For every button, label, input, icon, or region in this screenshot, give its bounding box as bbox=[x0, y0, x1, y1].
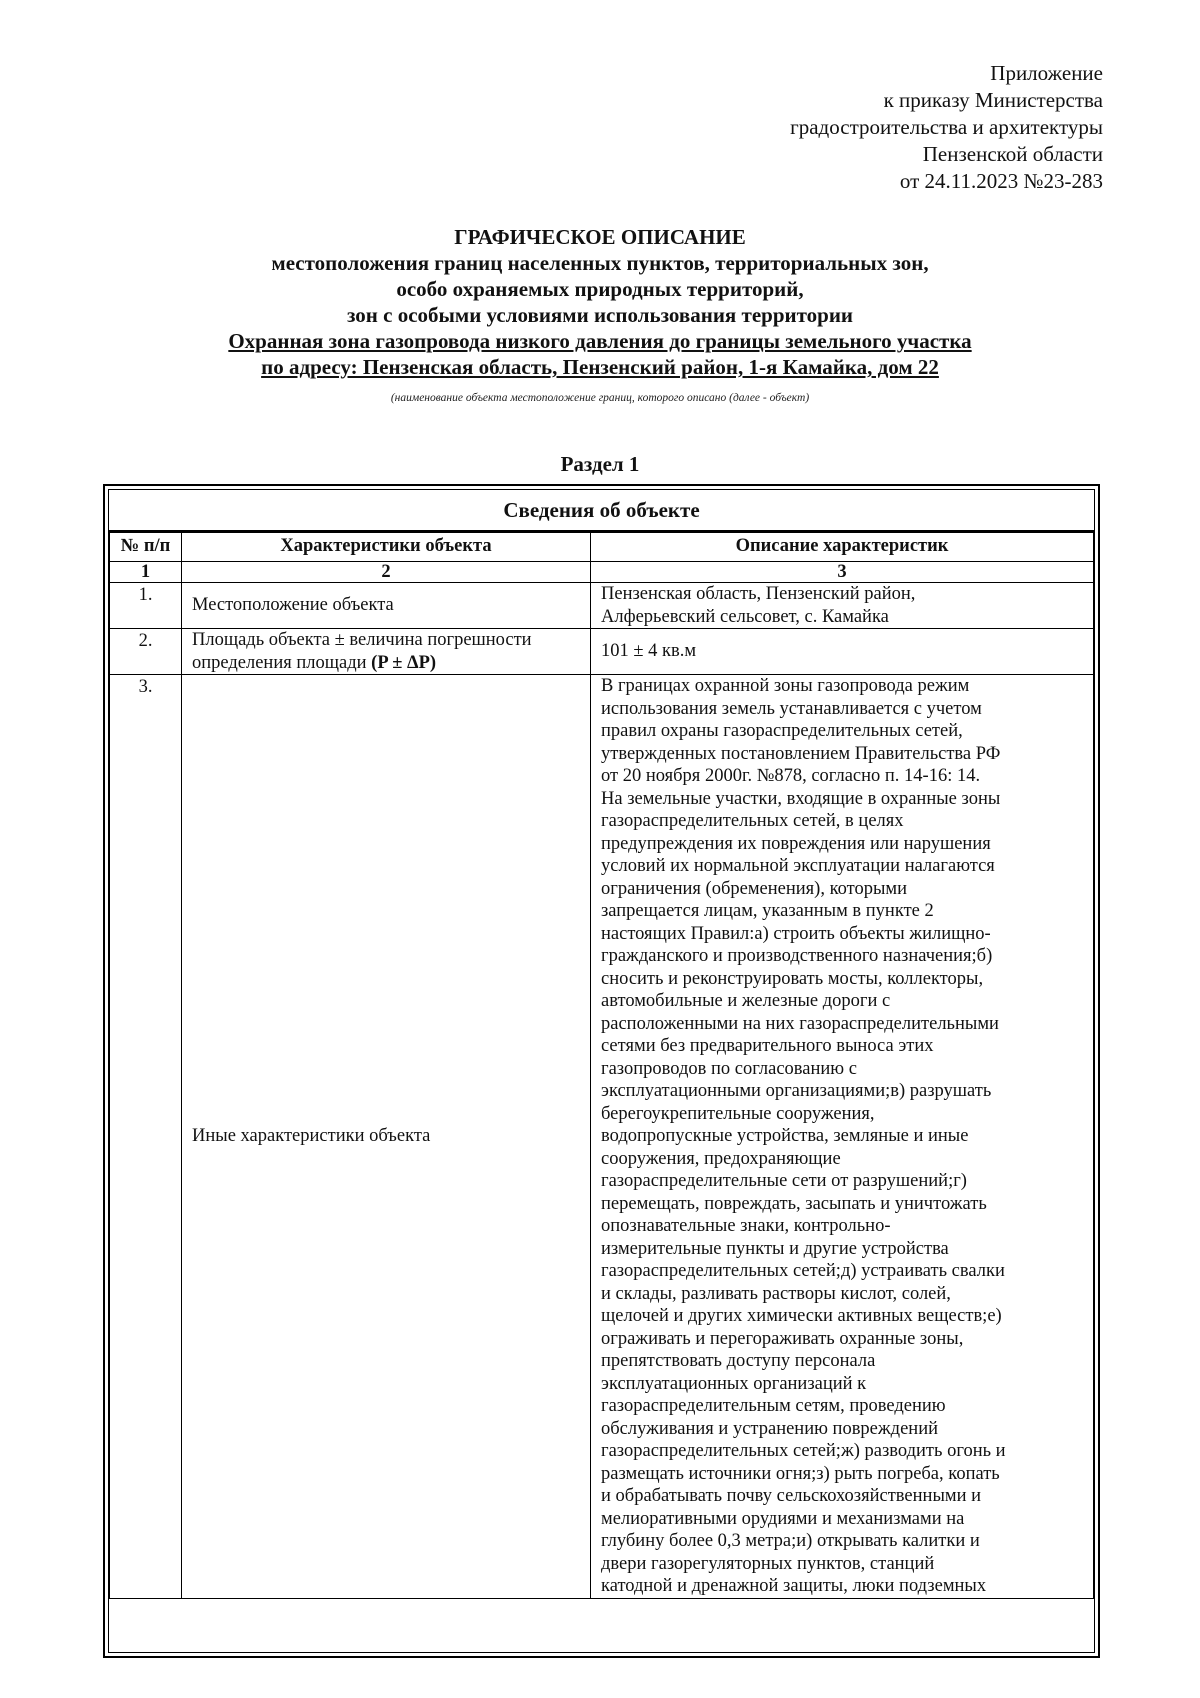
appendix-block bbox=[790, 60, 1103, 195]
table-frame bbox=[108, 489, 1095, 1653]
table-row bbox=[110, 583, 1094, 629]
document-title-block bbox=[100, 224, 1100, 380]
row-description-text: В границах охранной зоны газопровода режим использования земель устанавливается с учетом правил охраны газораспределительных сетей, утвержденных постановлением Правительства РФ от 20 ноября 2000г. №878, согласно п. 14-16: 14. На земельные участки, входящие в охранные зоны газораспределительных сетей, в целях предупреждения их повреждения или нарушения условий их нормальной эксплуатации налагаются ограничения (обременения), которыми запрещается лицам, указанным в пункте 2 настоящих Правил:а) строить объекты жилищно- гражданского и производственного назначения;б) сносить и реконструировать мосты, коллекторы, автомобильные и железные дороги с расположенными на них газораспределительными сетями без предварительного выноса этих газопроводов по согласованию с эксплуатационными организациями;в) разрушать берегоукрепительные сооружения, водопропускные устройства, земляные и иные сооружения, предохраняющие газораспределительные сети от разрушений;г) перемещать, повреждать, засыпать и уничтожать опознавательные знаки, контрольно- измерительные пункты и другие устройства газораспределительных сетей;д) устраивать свалки и склады, разливать растворы кислот, солей, щелочей и других химически активных веществ;е) ограживать и перегораживать охранные зоны, препятствовать доступу персонала эксплуатационных организаций к газораспределительным сетям, проведению обслуживания и устранению повреждений газораспределительных сетей;ж) разводить огонь и размещать источники огня;з) рыть погреба, копать и обрабатывать почву сельскохозяйственными и мелиоративными орудиями и механизмами на глубину более 0,3 метра;и) открывать калитки и двери газорегуляторных пунктов, станций катодной и дренажной защиты, люки подземных bbox=[601, 676, 1006, 1596]
table-row bbox=[110, 675, 1094, 1599]
object-address-line: по адресу: Пензенская область, Пензенский район, 1-я Камайка, дом 22 bbox=[261, 355, 939, 379]
column-number: 2 bbox=[182, 562, 591, 583]
title-subline: местоположения границ населенных пунктов, территориальных зон, bbox=[271, 251, 929, 275]
row-characteristic: Иные характеристики объекта bbox=[182, 675, 591, 1599]
row-characteristic-line bbox=[192, 652, 580, 675]
column-header-number: № п/п bbox=[110, 533, 182, 562]
column-header-characteristics: Характеристики объекта bbox=[182, 533, 591, 562]
table-grid bbox=[109, 532, 1094, 1599]
document-title: ГРАФИЧЕСКОЕ ОПИСАНИЕ bbox=[454, 225, 746, 249]
row-number: 2. bbox=[110, 629, 182, 675]
column-header-description: Описание характеристик bbox=[591, 533, 1094, 562]
table-header-row bbox=[110, 533, 1094, 562]
row-characteristic-line: Площадь объекта ± величина погрешности bbox=[192, 630, 532, 650]
row-description: 101 ± 4 кв.м bbox=[591, 629, 1094, 675]
table-row bbox=[110, 629, 1094, 675]
title-subline: зон с особыми условиями использования территории bbox=[346, 303, 854, 327]
row-description bbox=[591, 583, 1094, 629]
row-characteristic-text: определения площади bbox=[192, 652, 372, 673]
row-number: 1. bbox=[110, 583, 182, 629]
object-caption: (наименование объекта местоположение границ, которого описано (далее - объект) bbox=[390, 392, 810, 404]
column-number: 3 bbox=[591, 562, 1094, 583]
row-characteristic bbox=[182, 629, 591, 675]
row-description bbox=[591, 675, 1094, 1599]
section-title: Раздел 1 bbox=[560, 452, 640, 476]
row-number: 3. bbox=[110, 675, 182, 1599]
table-heading: Сведения об объекте bbox=[109, 490, 1094, 532]
title-subline: особо охраняемых природных территорий, bbox=[396, 277, 804, 301]
object-info-table bbox=[103, 484, 1100, 1658]
object-name-line: Охранная зона газопровода низкого давления до границы земельного участка bbox=[228, 329, 972, 353]
row-characteristic: Местоположение объекта bbox=[182, 583, 591, 629]
appendix-line: градостроительства и архитектуры bbox=[790, 115, 1103, 139]
column-number-row bbox=[110, 562, 1094, 583]
row-description-text: Пензенская область, Пензенский район, Алферьевский сельсовет, с. Камайка bbox=[601, 584, 916, 627]
appendix-line: Приложение bbox=[990, 61, 1103, 85]
appendix-line: Пензенской области bbox=[922, 142, 1103, 166]
appendix-line: к приказу Министерства bbox=[883, 88, 1103, 112]
area-formula: (P ± ΔP) bbox=[371, 652, 437, 673]
column-number: 1 bbox=[110, 562, 182, 583]
appendix-date-line: от 24.11.2023 №23-283 bbox=[899, 169, 1103, 193]
